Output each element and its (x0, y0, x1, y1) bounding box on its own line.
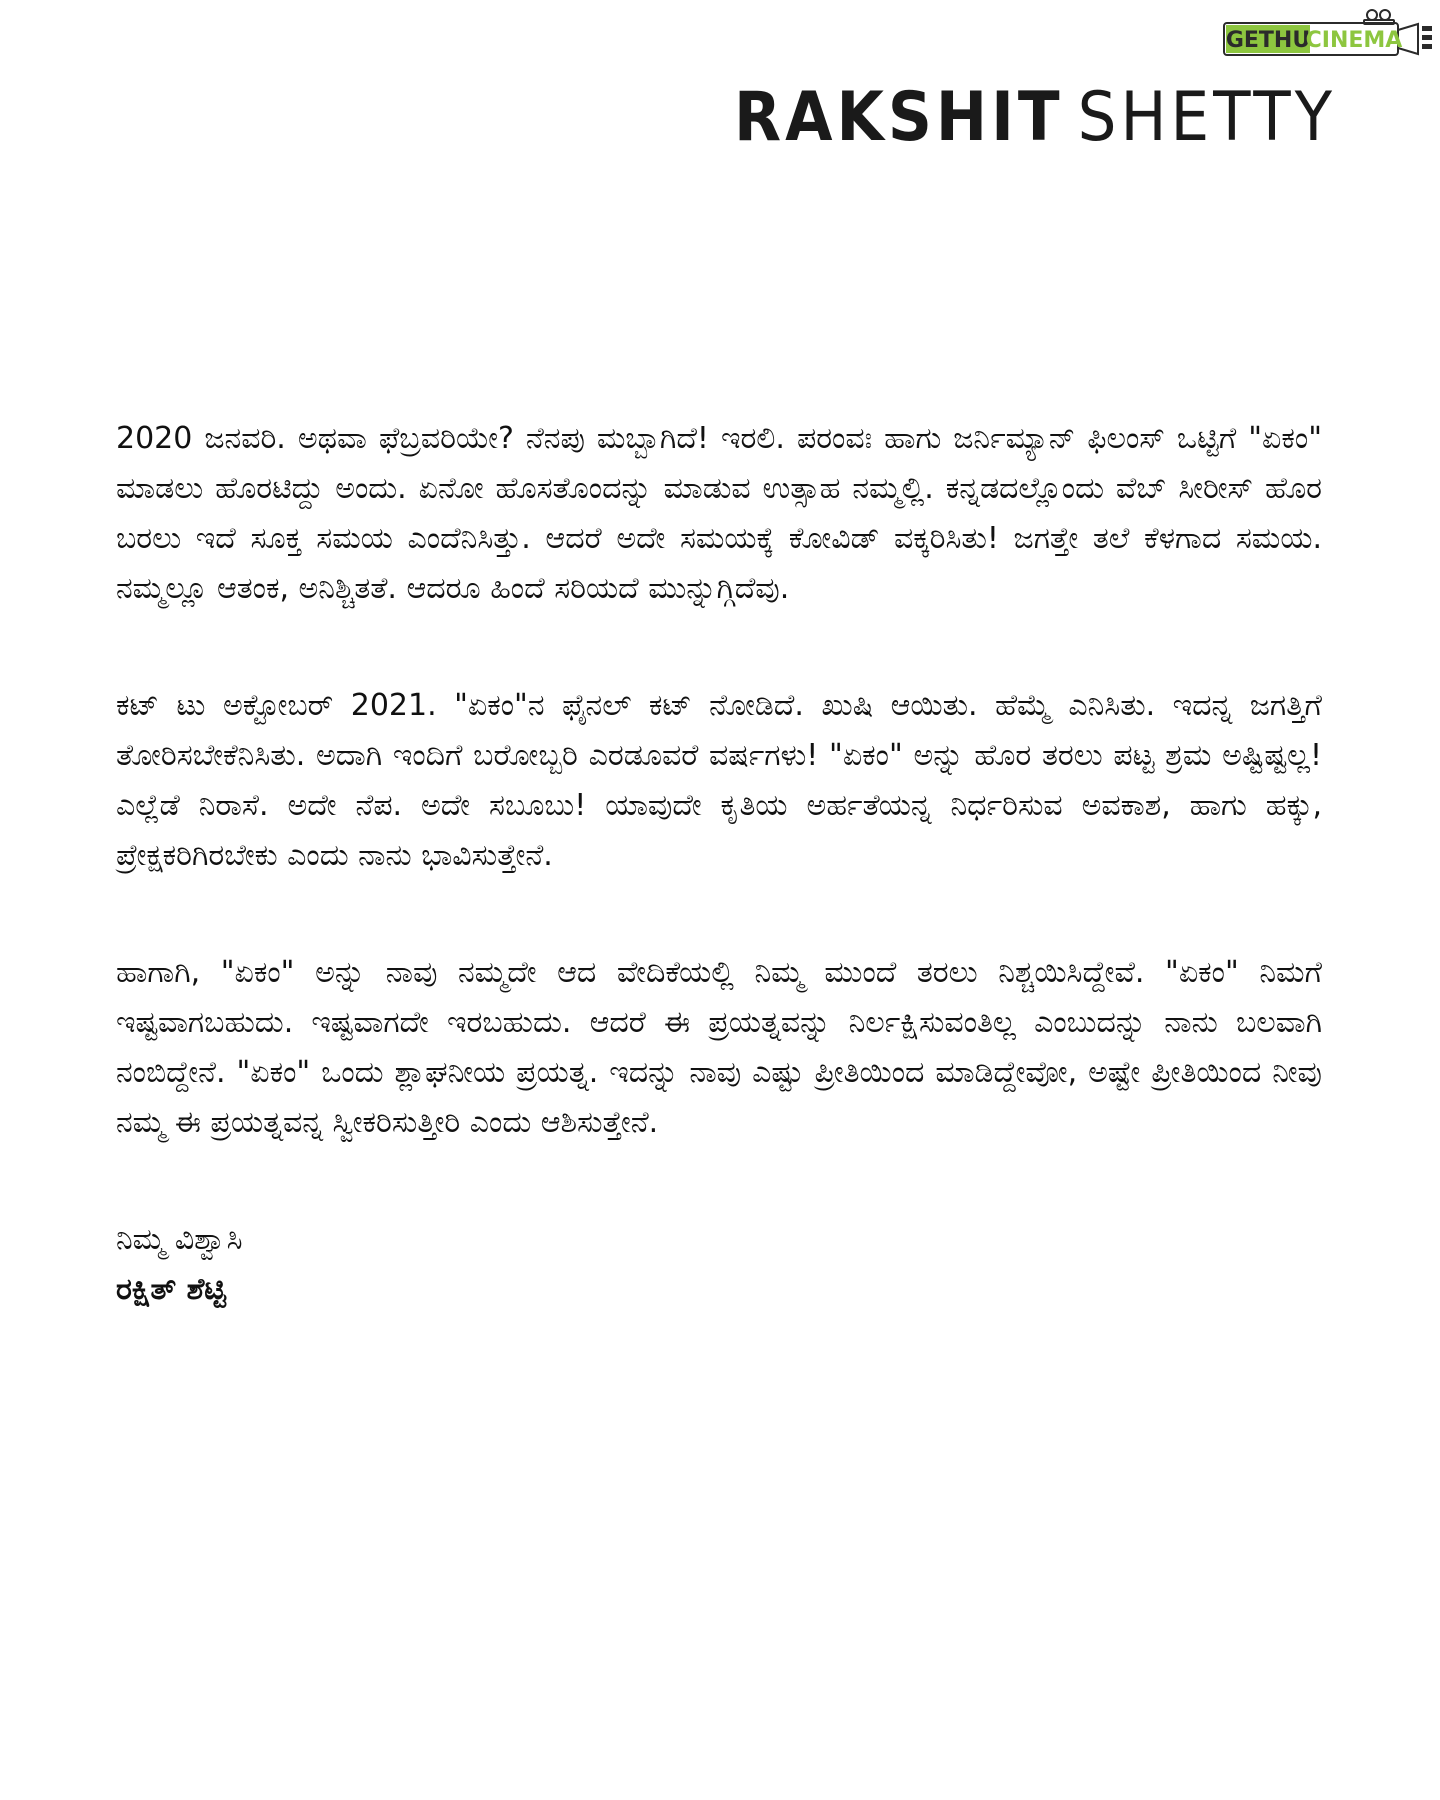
letter-paragraph-1: 2020 ಜನವರಿ. ಅಥವಾ ಫೆಬ್ರವರಿಯೇ? ನೆನಪು ಮಬ್ಬಾಗಿದೆ! ಇರಲಿ. ಪರಂವಃ ಹಾಗು ಜರ್ನಿಮ್ಯಾನ್ ಫಿಲಂಸ್ ಒಟ್ಟಿಗೆ "ಏಕಂ" ಮಾಡಲು ಹೊರಟಿದ್ದು ಅಂದು. ಏನೋ ಹೊಸತೊಂದನ್ನು ಮಾಡುವ ಉತ್ಸಾಹ ನಮ್ಮಲ್ಲಿ. ಕನ್ನಡದಲ್ಲೊಂದು ವೆಬ್ ಸೀರೀಸ್ ಹೊರ ಬರಲು ಇದೆ ಸೂಕ್ತ ಸಮಯ ಎಂದೆನಿಸಿತ್ತು. ಆದರೆ ಅದೇ ಸಮಯಕ್ಕೆ ಕೋವಿಡ್ ವಕ್ಕರಿಸಿತು! ಜಗತ್ತೇ ತಲೆ ಕೆಳಗಾದ ಸಮಯ. ನಮ್ಮಲ್ಲೂ ಆತಂಕ, ಅನಿಶ್ಚಿತತೆ. ಆದರೂ ಹಿಂದೆ ಸರಿಯದೆ ಮುನ್ನುಗ್ಗಿದೆವು. (116, 421, 1322, 606)
letter-paragraph-3: ಹಾಗಾಗಿ, "ಏಕಂ" ಅನ್ನು ನಾವು ನಮ್ಮದೇ ಆದ ವೇದಿಕೆಯಲ್ಲಿ ನಿಮ್ಮ ಮುಂದೆ ತರಲು ನಿಶ್ಚಯಿಸಿದ್ದೇವೆ. "ಏಕಂ" ನಿಮಗೆ ಇಷ್ಟವಾಗಬಹುದು. ಇಷ್ಟವಾಗದೇ ಇರಬಹುದು. ಆದರೆ ಈ ಪ್ರಯತ್ನವನ್ನು ನಿರ್ಲಕ್ಷಿಸುವಂತಿಲ್ಲ ಎಂಬುದನ್ನು ನಾನು ಬಲವಾಗಿ ನಂಬಿದ್ದೇನೆ. "ಏಕಂ" ಒಂದು ಶ್ಲಾಘನೀಯ ಪ್ರಯತ್ನ. ಇದನ್ನು ನಾವು ಎಷ್ಟು ಪ್ರೀತಿಯಿಂದ ಮಾಡಿದ್ದೇವೋ, ಅಷ್ಟೇ ಪ್ರೀತಿಯಿಂದ ನೀವು ನಮ್ಮ ಈ ಪ್ರಯತ್ನವನ್ನ ಸ್ವೀಕರಿಸುತ್ತೀರಿ ಎಂದು ಆಶಿಸುತ್ತೇನೆ. (116, 955, 1322, 1140)
letter-paragraph-2: ಕಟ್ ಟು ಅಕ್ಟೋಬರ್ 2021. "ಏಕಂ"ನ ಫೈನಲ್ ಕಟ್ ನೋಡಿದೆ. ಖುಷಿ ಆಯಿತು. ಹೆಮ್ಮೆ ಎನಿಸಿತು. ಇದನ್ನ ಜಗತ್ತಿಗೆ ತೋರಿಸಬೇಕೆನಿಸಿತು. ಅದಾಗಿ ಇಂದಿಗೆ ಬರೋಬ್ಬರಿ ಎರಡೂವರೆ ವರ್ಷಗಳು! "ಏಕಂ" ಅನ್ನು ಹೊರ ತರಲು ಪಟ್ಟ ಶ್ರಮ ಅಷ್ಟಿಷ್ಟಲ್ಲ! ಎಲ್ಲೆಡೆ ನಿರಾಸೆ. ಅದೇ ನೆಪ. ಅದೇ ಸಬೂಬು! ಯಾವುದೇ ಕೃತಿಯ ಅರ್ಹತೆಯನ್ನ ನಿರ್ಧರಿಸುವ ಅವಕಾಶ, ಹಾಗು ಹಕ್ಕು, ಪ್ರೇಕ್ಷಕರಿಗಿರಬೇಕು ಎಂದು ನಾನು ಭಾವಿಸುತ್ತೇನೆ. (116, 688, 1322, 873)
watermark-text-part2: CINEMA (1305, 28, 1403, 53)
letterhead-first-name: RAKSHIT (733, 78, 1064, 157)
letter-body (116, 414, 1322, 1315)
gethucinema-watermark-logo (1222, 8, 1438, 58)
letterhead-last-name: SHETTY (1077, 78, 1336, 157)
letterhead-name (734, 76, 1336, 160)
signature-name: ರಕ್ಷಿತ್ ಶೆಟ್ಟಿ (116, 1272, 227, 1307)
signoff (116, 1215, 1322, 1315)
letter-closing: ನಿಮ್ಮ ವಿಶ್ವಾಸಿ (116, 1222, 243, 1257)
watermark-text-part1: GETHU (1225, 28, 1311, 53)
